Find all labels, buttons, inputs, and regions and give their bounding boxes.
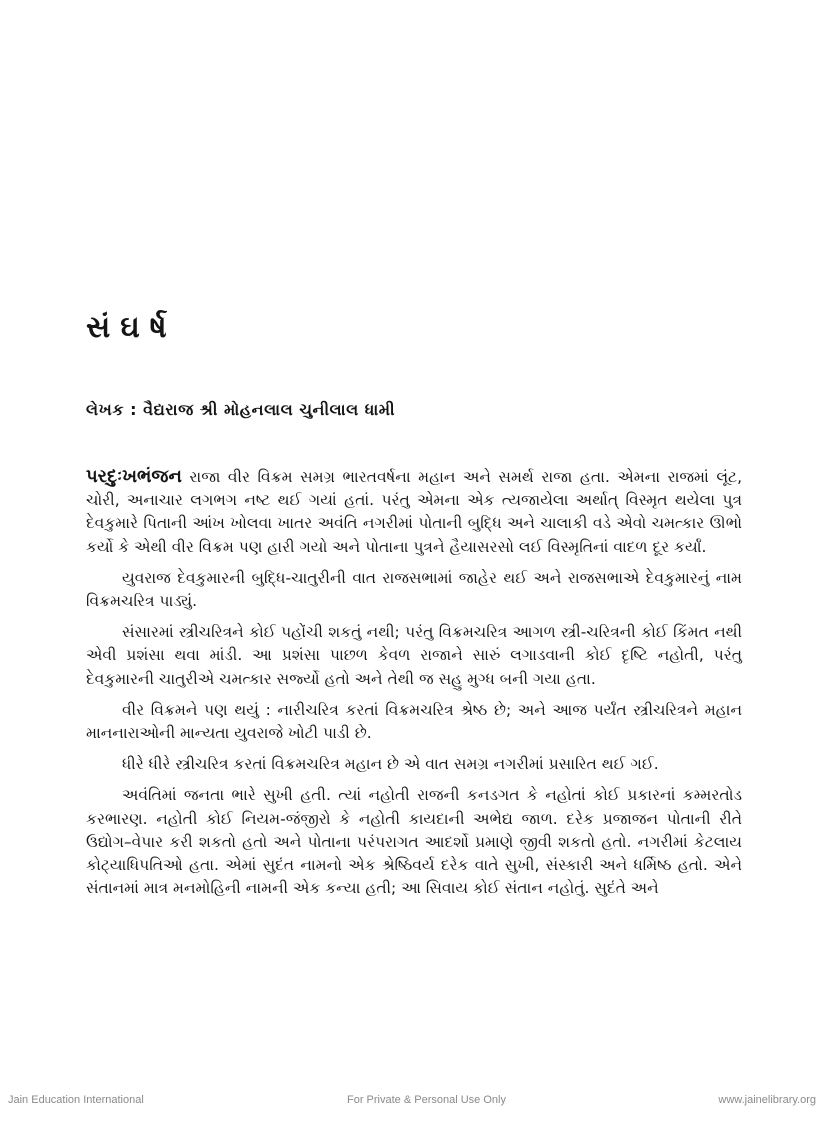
footer-usage-notice: For Private & Personal Use Only [347,1094,506,1106]
body-text [86,465,742,908]
paragraph-1 [86,465,742,559]
lead-word: પરદુઃખભંજન [86,466,182,487]
paragraph-3: સંસારમાં સ્ત્રીચરિત્રને કોઈ પહોંચી શકતું નથી; પરંતુ વિક્રમચરિત્ર આગળ સ્ત્રી-ચરિત્રની કોઈ કિંમત નથી એવી પ્રશંસા થવા માંડી. આ પ્રશંસા પાછળ કેવળ રાજાને સારું લગાડવાની કોઈ દૃષ્ટિ નહોતી, પરંતુ દેવકુમારની ચાતુરીએ ચમત્કાર સર્જ્યો હતો અને તેથી જ સહુ મુગ્ધ બની ગયા હતા. [86,623,742,688]
chapter-title: સંઘર્ષ [86,310,177,345]
footer-website-link[interactable]: www.jainelibrary.org [718,1094,816,1106]
author-line: લેખક : વૈદ્યરાજ શ્રી મોહનલાલ ચુનીલાલ ધામી [86,400,396,419]
paragraph-5: ધીરે ધીરે સ્ત્રીચરિત્ર કરતાં વિક્રમચરિત્ર મહાન છે એ વાત સમગ્ર નગરીમાં પ્રસારિત થઈ ગઈ. [122,755,659,774]
page-footer [0,1094,828,1114]
footer-publisher: Jain Education International [8,1094,144,1106]
paragraph-text: રાજા વીર વિક્રમ સમગ્ર ભારતવર્ષના મહાન અને સમર્થ રાજા હતા. એમના રાજમાં લૂંટ, ચોરી, અનાચાર લગભગ નષ્ટ થઈ ગયાં હતાં. પરંતુ એમના એક ત્યજાયેલા અર્થાત્ વિસ્મૃત થયેલા પુત્ર દેવકુમારે પિતાની આંખ ખોલવા ખાતર અવંતિ નગરીમાં પોતાની બુદ્ધિ અને ચાલાકી વડે એવો ચમત્કાર ઊભો કર્યો કે એથી વીર વિક્રમ પણ હારી ગયો અને પોતાના પુત્રને હૈયાસરસો લઈ વિસ્મૃતિનાં વાદળ દૂર કર્યાં. [86,468,742,556]
paragraph-2: યુવરાજ દેવકુમારની બુદ્ધિ-ચાતુરીની વાત રાજસભામાં જાહેર થઈ અને રાજસભાએ દેવકુમારનું નામ વિક્રમચરિત્ર પાડ્યું. [86,568,742,611]
paragraph-6: અવંતિમાં જનતા ભારે સુખી હતી. ત્યાં નહોતી રાજની કનડગત કે નહોતાં કોઈ પ્રકારનાં કમ્મરતોડ કરભારણ. નહોતી કોઈ નિયમ-જંજીરો કે નહોતી કાયદાની અભેદ્ય જાળ. દરેક પ્રજાજન પોતાની રીતે ઉદ્યોગ–વેપાર કરી શકતો હતો અને પોતાના પરંપરાગત આદર્શો પ્રમાણે જીવી શકતો હતો. નગરીમાં કેટલાય કોટ્યાધિપતિઓ હતા. એમાં સુદંત નામનો એક શ્રેષ્ઠિવર્ય દરેક વાતે સુખી, સંસ્કારી અને ધર્મિષ્ઠ હતો. એને સંતાનમાં માત્ર મનમોહિની નામની એક કન્યા હતી; આ સિવાય કોઈ સંતાન નહોતું. સુદંતે અને [86,786,742,898]
paragraph-4: વીર વિક્રમને પણ થયું : નારીચરિત્ર કરતાં વિક્રમચરિત્ર શ્રેષ્ઠ છે; અને આજ પર્યંત સ્ત્રીચરિત્રને મહાન માનનારાઓની માન્યતા યુવરાજે ખોટી પાડી છે. [86,700,742,743]
